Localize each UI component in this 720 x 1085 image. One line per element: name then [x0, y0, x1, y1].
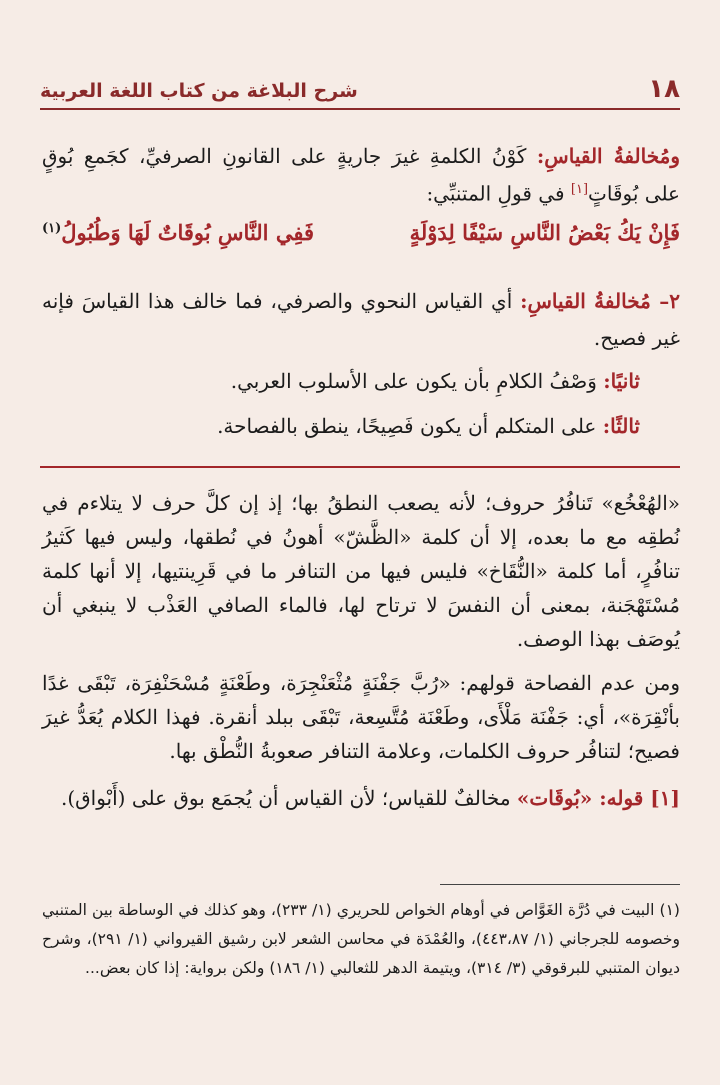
section-divider [40, 466, 680, 468]
note-label: [١] قوله: «بُوقَات» [516, 786, 680, 810]
footnote: (١) البيت في دُرَّة الغَوَّاص في أوهام الخواص للحريري (١/ ٢٣٣)، وهو كذلك في الوساطة بين المتنبي وخصومه للجرجاني (١/ ٤٤٣،٨٧)، والعُمْدَة في محاسن الشعر لابن رشيق القيرواني (١/ ٢٩١)، وشرح ديوان المتنبي للبرقوقي (٣/ ٣١٤)، ويتيمة الدهر للثعالبي (١/ ١٨٦) ولكن برواية: إذا كان بعض... [42, 901, 681, 977]
third-text: على المتكلم أن يكون فَصِيحًا، ينطق بالفصاحة. [217, 414, 603, 438]
verse-first-hemistich: فَإِنْ يَكُ بَعْضُ النَّاسِ سَيْفًا لِدَوْلَةٍ [409, 220, 680, 245]
third-label: ثالثًا: [602, 414, 640, 438]
page-header [40, 70, 680, 110]
definition-line1: كَوْنُ الكلمةِ غيرَ جاريةٍ على القانونِ الصرفيِّ، كجَمعِ [83, 144, 537, 168]
item-second [42, 365, 680, 398]
poetry-verse [42, 220, 680, 245]
footnote-divider [440, 884, 680, 885]
commentary-para2: ومن عدم الفصاحة قولهم: «رُبَّ جَفْنَةٍ مُثْعَنْجِرَة، وطَعْنَةٍ مُسْحَنْفِرَة، تَبْقَى غدًا بأنْقِرَة»، أي: جَفْنَة مَلْأَى، وطَعْنَة مُتَّسِعة، تَبْقَى ببلد أنقرة. فهذا الكلام يُعَدُّ غيرَ فصيح؛ لتنافُر حروف الكلمات، وعلامة التنافر صعوبةُ النُّطْق بها. [42, 671, 680, 763]
verse-second-hemistich: فَفِي النَّاسِ بُوقَاتٌ لَهَا وَطُبُولُ [61, 220, 314, 245]
explanation-block [42, 283, 680, 443]
commentary-block [42, 486, 680, 816]
definition-paragraph [42, 140, 680, 211]
definition-line2: بُوقٍ على بُوقَاتٍ [42, 144, 680, 206]
page-number: ١٨ [648, 74, 680, 104]
running-title: شرح البلاغة من كتاب اللغة العربية [40, 80, 358, 102]
definition-line2-tail: في قولِ المتنبِّي: [426, 181, 571, 206]
definition-text [42, 140, 680, 211]
reference-marker: [١] [570, 182, 589, 197]
commentary-note [42, 780, 680, 816]
item-two [42, 283, 680, 357]
item-two-text: أي القياس النحوي والصرفي، فما خالف هذا القياسَ فإنه غير فصيح. [42, 289, 680, 350]
verse-second-hemistich-wrap [42, 220, 314, 245]
footnote-marker: (١) [42, 221, 62, 236]
second-text: وَصْفُ الكلامِ بأن يكون على الأسلوب العربي. [230, 369, 604, 393]
item-two-label: ٢– مُخالفةُ القياسِ: [520, 289, 680, 313]
commentary-para1: «الهُعْخُع» تَنافُرُ حروف؛ لأنه يصعب النطقُ بها؛ إذ إن كلَّ حرف لا يتلاءم في نُطقِه مع ما بعده، إلا أن كلمة «الظَّشّ» أهونُ في نُطقها، وليس فيها كَثيرُ تنافُرٍ، أما كلمة «النُّقَاخ» فليس فيها من التنافر ما في قَرِينتيها، إلا أنها كلمة مُسْتَهْجَنة، بمعنى أن النفسَ لا ترتاح لها، فالماء الصافي العَذْب لا ينبغي أن يُوصَف بهذا الوصف. [42, 491, 680, 651]
item-third [42, 410, 680, 443]
term-label: ومُخالفةُ القياسِ: [536, 144, 681, 168]
second-label: ثانيًا: [603, 369, 640, 393]
note-text: مخالفٌ للقياس؛ لأن القياس أن يُجمَع بوق على (أَبْواق). [60, 786, 517, 810]
